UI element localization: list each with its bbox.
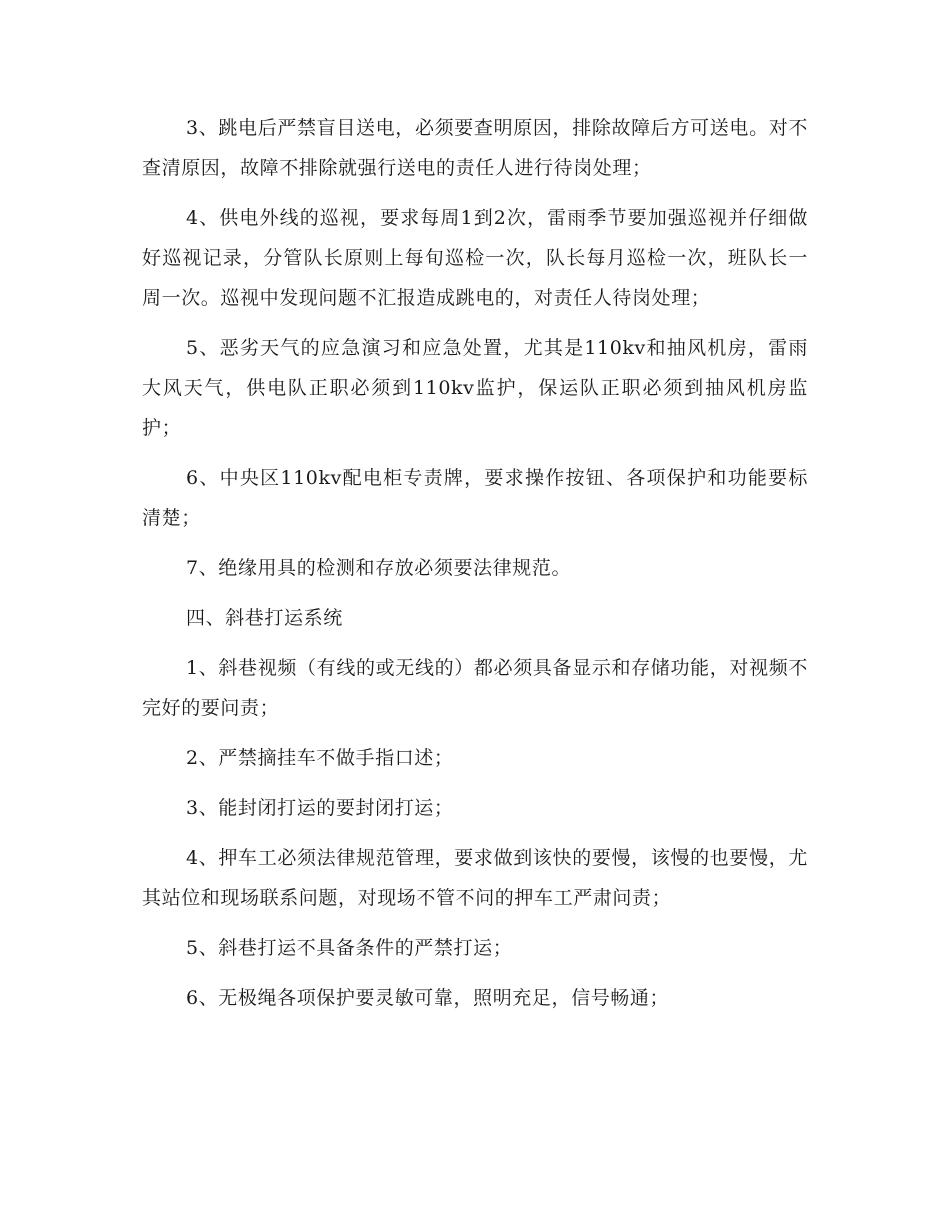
section-paragraph-5: 5、斜巷打运不具备条件的严禁打运； — [186, 937, 513, 959]
section-paragraph-2: 2、严禁摘挂车不做手指口述； — [186, 747, 454, 769]
document-page — [142, 108, 808, 1028]
section-heading: 四、斜巷打运系统 — [186, 607, 343, 629]
paragraph-item-4: 4、供电外线的巡视，要求每周1到2次，雷雨季节要加强巡视并仔细做好巡视记录，分管队长原则上每旬巡检一次，队长每月巡检一次，班队长一周一次。巡视中发现问题不汇报造成跳电的，对责任人待岗处理； — [142, 207, 808, 309]
paragraph-item-3: 3、跳电后严禁盲目送电，必须要查明原因，排除故障后方可送电。对不查清原因，故障不排除就强行送电的责任人进行待岗处理； — [142, 117, 808, 179]
paragraph-item-6: 6、中央区110kv配电柜专责牌，要求操作按钮、各项保护和功能要标清楚； — [142, 467, 808, 529]
section-paragraph-3: 3、能封闭打运的要封闭打运； — [186, 797, 454, 819]
section-paragraph-4: 4、押车工必须法律规范管理，要求做到该快的要慢，该慢的也要慢，尤其站位和现场联系问题，对现场不管不问的押车工严肃问责； — [142, 847, 808, 909]
section-paragraph-6: 6、无极绳各项保护要灵敏可靠，照明充足，信号畅通； — [186, 987, 670, 1009]
section-paragraph-1: 1、斜巷视频（有线的或无线的）都必须具备显示和存储功能，对视频不完好的要问责； — [142, 657, 808, 719]
paragraph-item-5: 5、恶劣天气的应急演习和应急处置，尤其是110kv和抽风机房，雷雨大风天气，供电队正职必须到110kv监护，保运队正职必须到抽风机房监护； — [142, 337, 808, 439]
paragraph-item-7: 7、绝缘用具的检测和存放必须要法律规范。 — [186, 557, 572, 579]
